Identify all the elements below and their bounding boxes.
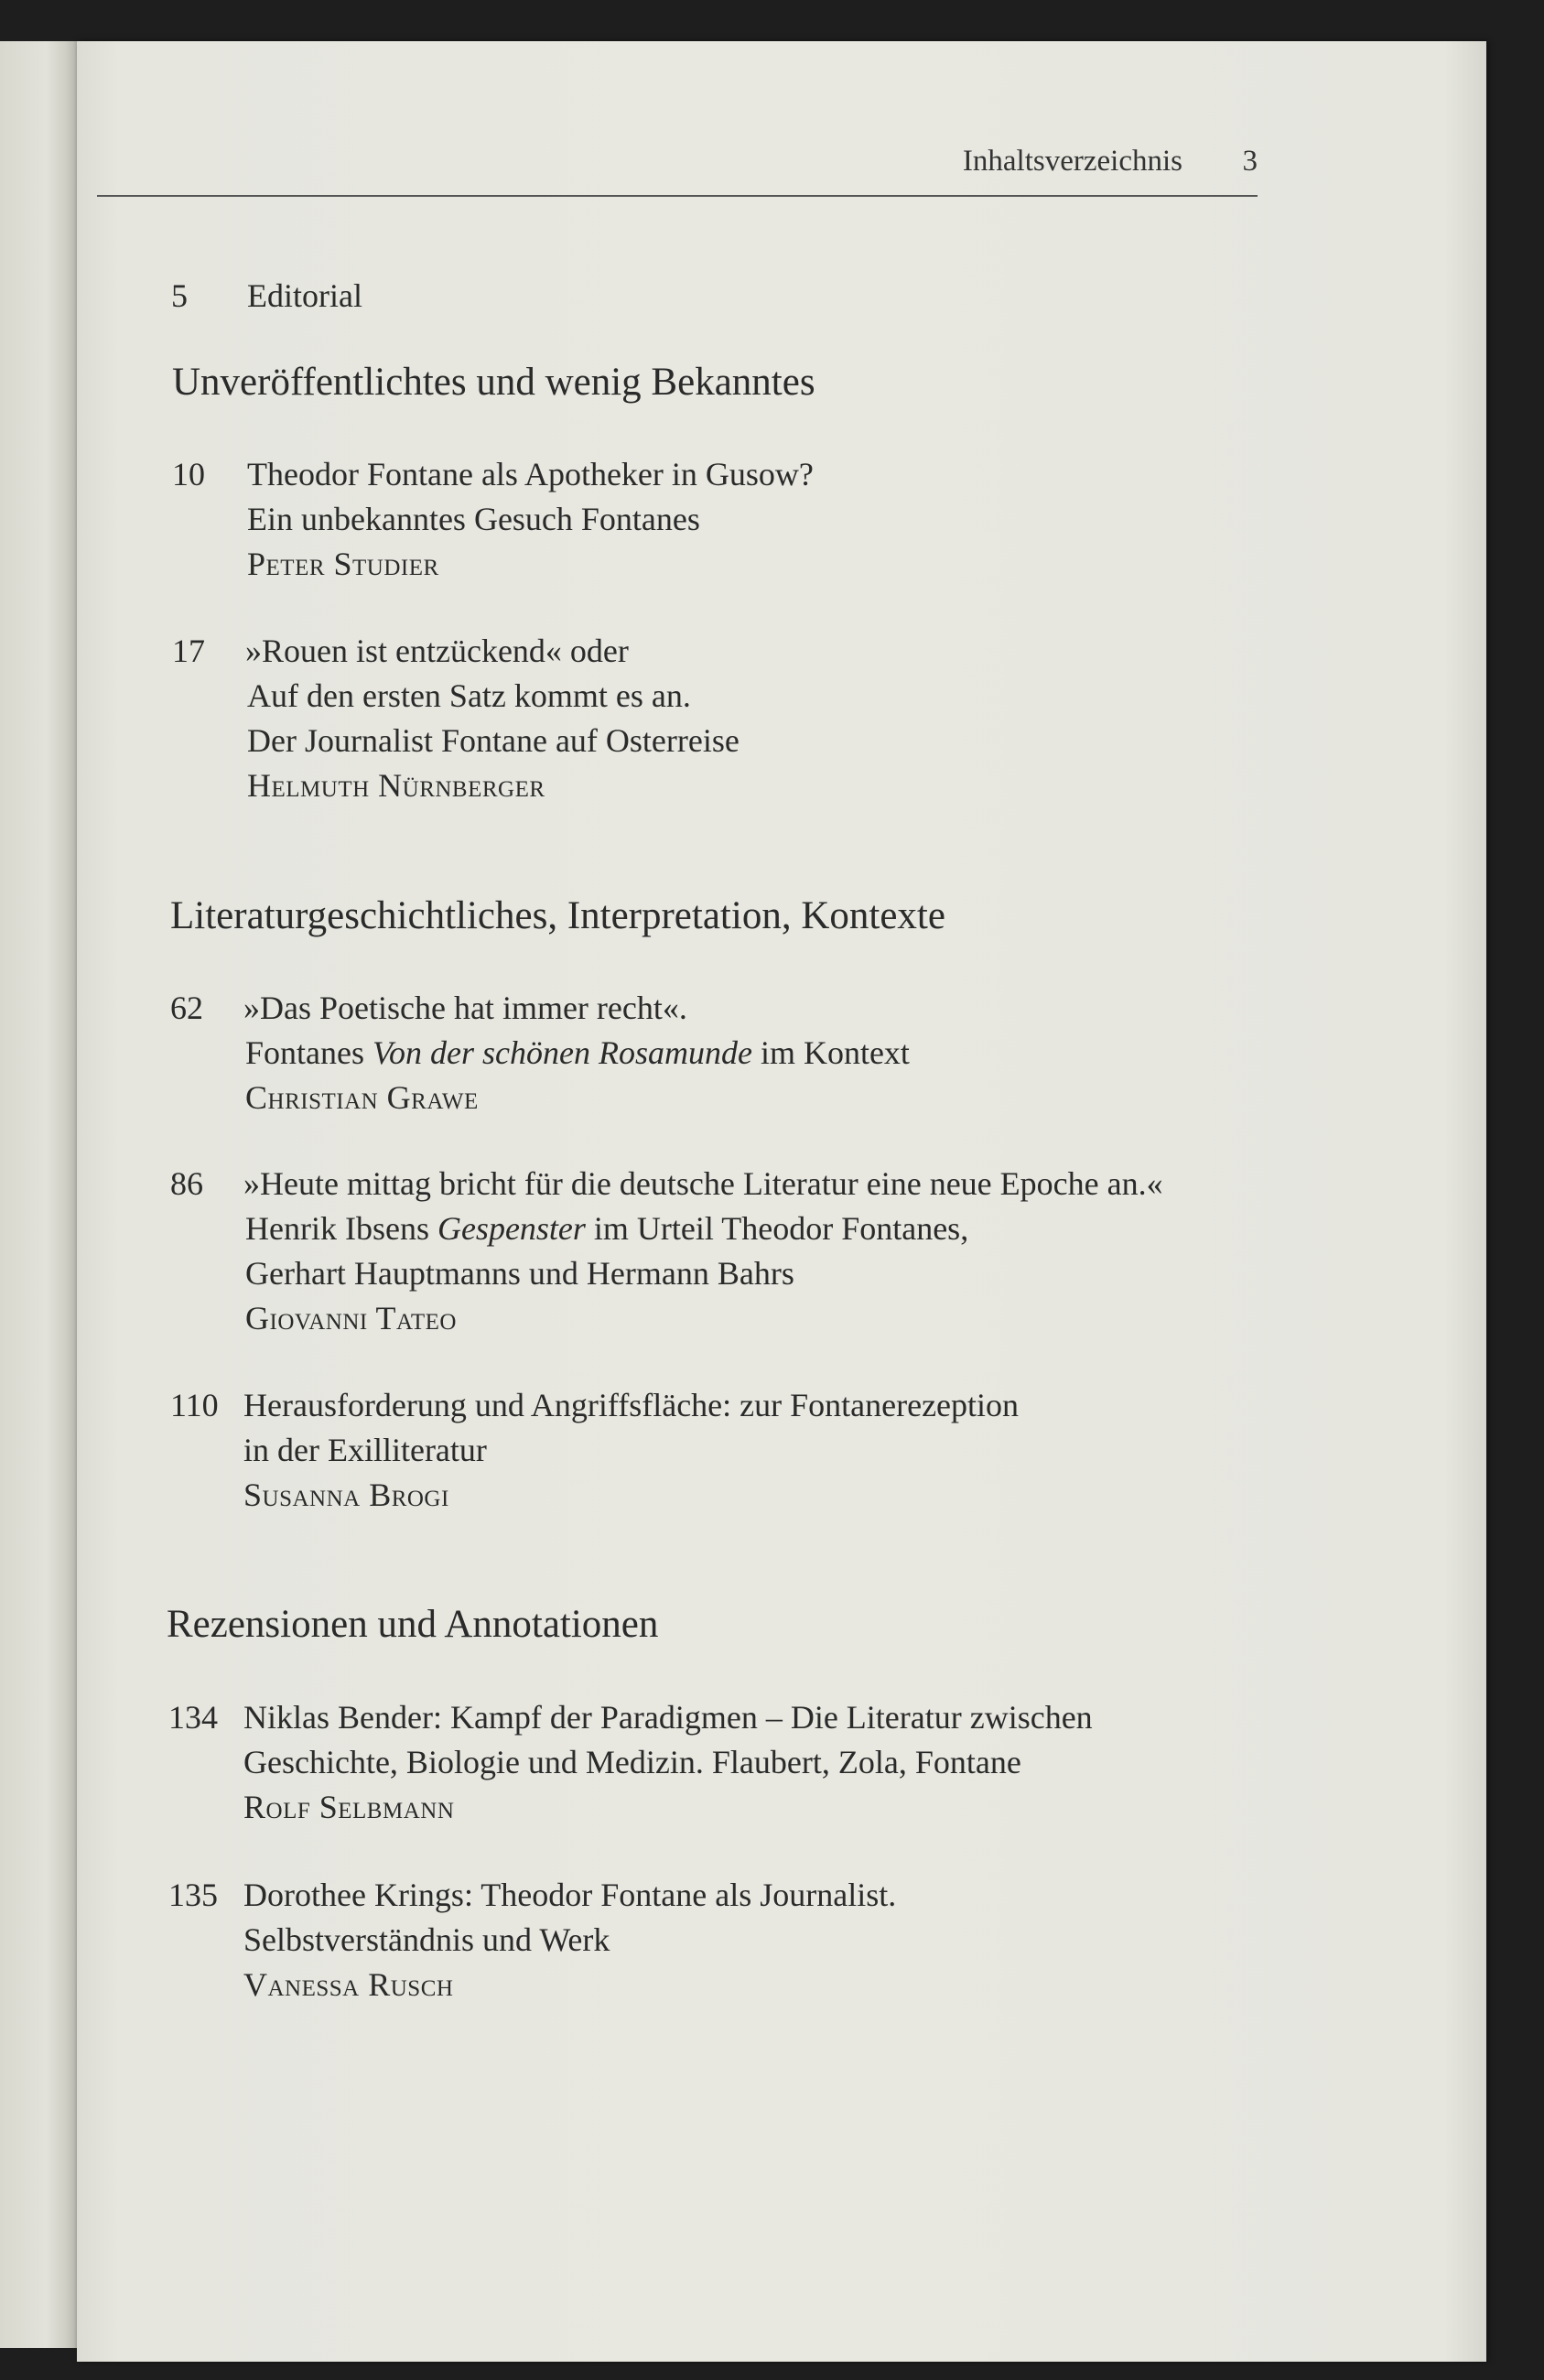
entry-title-line: Ein unbekanntes Gesuch Fontanes xyxy=(247,501,700,537)
work-title-italic: Gespenster xyxy=(437,1210,586,1247)
entry-title-line xyxy=(245,1209,968,1248)
previous-page-edge xyxy=(0,41,77,2348)
entry-title-text: Henrik Ibsens xyxy=(245,1210,437,1247)
entry-title-line: Auf den ersten Satz kommt es an. xyxy=(247,677,691,714)
header-rule xyxy=(97,195,1258,197)
entry-title-line: Selbstverständnis und Werk xyxy=(243,1921,610,1958)
entry-title-text: Fontanes xyxy=(245,1034,373,1071)
entry-title-line: in der Exilliteratur xyxy=(243,1432,487,1468)
entry-title-line: Geschichte, Biologie und Medizin. Flaubert, Zola, Fontane xyxy=(243,1744,1021,1780)
section-heading: Unveröffentlichtes und wenig Bekanntes xyxy=(172,361,815,404)
entry-title-line: Der Journalist Fontane auf Osterreise xyxy=(247,722,740,759)
entry-author: Christian Grawe xyxy=(245,1079,479,1116)
entry-page: 134 xyxy=(168,1699,218,1736)
header-title: Inhaltsverzeichnis xyxy=(962,145,1182,178)
entry-author: Rolf Selbmann xyxy=(243,1789,455,1825)
entry-title-line: Niklas Bender: Kampf der Paradigmen – Die Literatur zwischen xyxy=(243,1699,1093,1736)
entry-author: Giovanni Tateo xyxy=(245,1300,457,1336)
entry-title-line: Gerhart Hauptmanns und Hermann Bahrs xyxy=(245,1255,794,1292)
entry-title-line: Herausforderung und Angriffsfläche: zur Fontanerezeption xyxy=(243,1387,1020,1423)
editorial-title: Editorial xyxy=(247,277,362,314)
entry-title-line: »Das Poetische hat immer recht«. xyxy=(243,990,687,1026)
header-page-number: 3 xyxy=(1242,145,1258,178)
entry-title-line: Dorothee Krings: Theodor Fontane als Journalist. xyxy=(243,1877,897,1913)
entry-title-text: im Kontext xyxy=(751,1034,910,1071)
entry-author: Vanessa Rusch xyxy=(243,1966,454,2003)
work-title-italic: Von der schönen Rosamunde xyxy=(373,1034,752,1071)
entry-page: 17 xyxy=(172,633,205,669)
entry-title-line xyxy=(245,1033,910,1072)
entry-author: Susanna Brogi xyxy=(243,1477,449,1513)
entry-title-line: Theodor Fontane als Apotheker in Gusow? xyxy=(247,456,814,492)
entry-page: 62 xyxy=(170,990,203,1026)
entry-title-line: »Heute mittag bricht für die deutsche Literatur eine neue Epoche an.« xyxy=(243,1165,1163,1202)
editorial-page: 5 xyxy=(171,277,188,314)
entry-title-line: »Rouen ist entzückend« oder xyxy=(245,633,629,669)
entry-page: 110 xyxy=(170,1387,219,1423)
entry-author: Peter Studier xyxy=(247,546,439,582)
section-heading: Literaturgeschichtliches, Interpretation, Kontexte xyxy=(170,894,945,937)
entry-title-text: im Urteil Theodor Fontanes, xyxy=(585,1210,969,1247)
entry-page: 10 xyxy=(172,456,205,492)
entry-page: 86 xyxy=(170,1165,203,1202)
entry-author: Helmuth Nürnberger xyxy=(247,767,545,804)
entry-page: 135 xyxy=(168,1877,218,1913)
section-heading: Rezensionen und Annotationen xyxy=(167,1603,659,1646)
